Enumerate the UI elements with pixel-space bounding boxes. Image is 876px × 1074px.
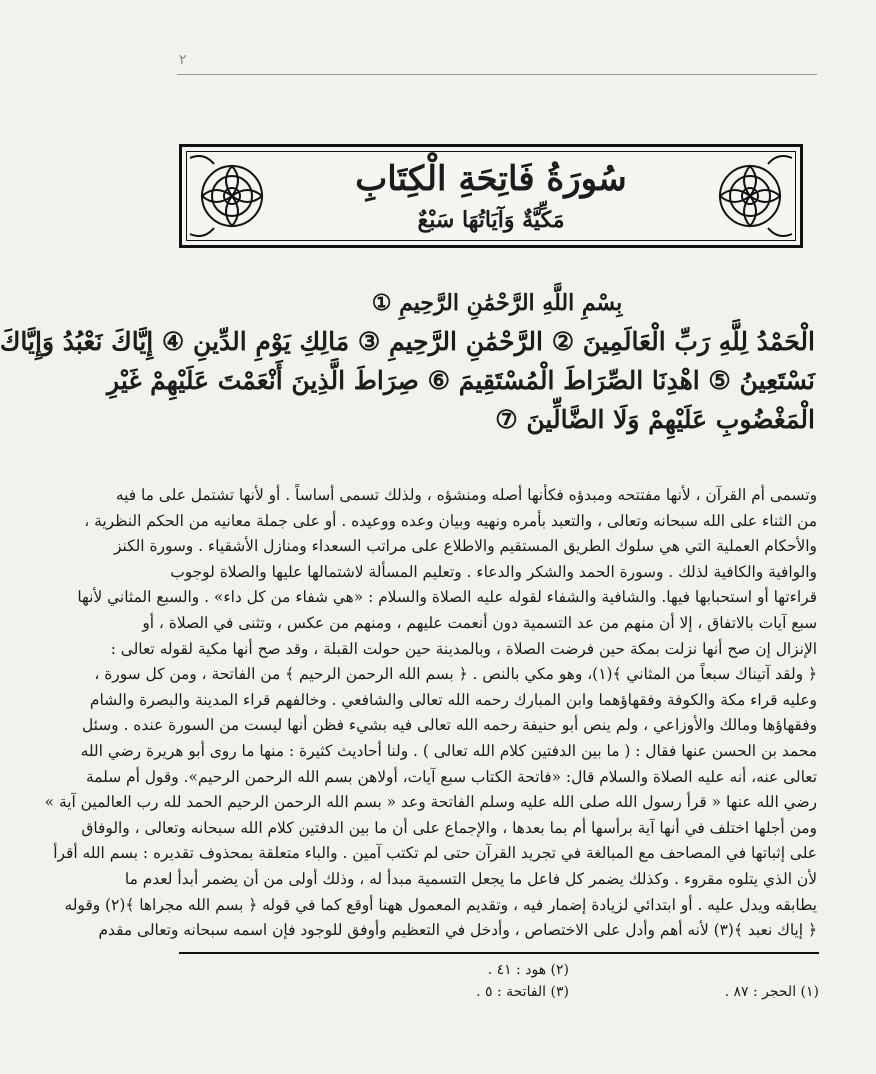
- surah-title: سُورَةُ فَاتِحَةِ الْكِتَابِ: [355, 159, 627, 199]
- verse-line-1: الْحَمْدُ لِلَّهِ رَبِّ الْعَالَمِينَ ② الرَّحْمَٰنِ الرَّحِيمِ ③ مَالِكِ يَوْمِ الدِّينِ ④ إِيَّاكَ نَعْبُدُ وَإِيَّاكَ: [0, 327, 815, 356]
- commentary-line: والوافية والكافية لذلك . وسورة الحمد والشكر والدعاء . وتعليم المسألة لاشتمالها عليها والصلاة لوجوب: [170, 562, 817, 581]
- ornament-left-icon: [184, 148, 280, 244]
- commentary-line: وفقهاؤها ومالك والأوزاعي ، ولم ينص أبو حنيفة رحمه الله تعالى فيه بشيء فظن أنها ليست من السورة عنده . وسئل: [81, 716, 817, 735]
- commentary-line: محمد بن الحسن عنها فقال : ( ما بين الدفتين كلام الله تعالى ) . ولنا أحاديث كثيرة : منها ما روى أبو هريرة رضي الله: [80, 741, 817, 760]
- commentary-line: ﴿ إياك نعبد ﴾(٣) لأنه أهم وأدل على الاختصاص ، وأدخل في التعظيم وأوفق للوجود فإن اسمه سبحانه وتعالى مقدم: [98, 921, 817, 940]
- commentary-line: وتسمى أم القرآن ، لأنها مفتتحه ومبدؤه فكأنها أصله ومنشؤه ، ولذلك تسمى أساساً . أو لأنها تشتمل على ما فيه: [115, 486, 817, 504]
- commentary-line: قراءتها أو استحبابها فيها. والشافية والشفاء لقوله عليه الصلاة والسلام : «هي شفاء من كل داء» . والسبع المثاني لأنها: [77, 588, 817, 607]
- surah-title-frame: [179, 144, 803, 248]
- commentary-line: ومن أجلها اختلف في أنها آية برأسها أم بما بعدها ، والإجماع على أن ما بين الدفتين كلام الله سبحانه وتعالى ، والوفاق: [81, 818, 817, 837]
- commentary-line: يطابقه ويدل عليه . أو ابتدائي لزيادة إضمار فيه ، وتقديم المعمول ههنا أوقع كما في قوله ﴿ بسم الله مجراها ﴾(٢) وقوله: [64, 895, 817, 914]
- commentary-line: لأن الذي يتلوه مقروء . وكذلك يضمر كل فاعل ما يجعل التسمية مبدأ له ، وذلك أولى من أن يضمر أبدأ لعدم ما: [124, 869, 817, 888]
- header-rule: [177, 74, 817, 75]
- page-number: ٢: [179, 52, 187, 68]
- commentary-line: والأحكام العملية التي هي سلوك الطريق المستقيم والاطلاع على مراتب السعداء ومنازل الأشقياء . وسورة الكنز: [113, 537, 817, 556]
- commentary-line: رضي الله عنها « قرأ رسول الله صلى الله عليه وسلم الفاتحة وعد « بسم الله الرحمن الرحيم الحمد لله رب العالمين آية »: [44, 793, 817, 812]
- basmala-verse: بِسْمِ اللَّهِ الرَّحْمَٰنِ الرَّحِيمِ ①: [371, 290, 623, 316]
- verse-line-2: نَسْتَعِينُ ⑤ اهْدِنَا الصِّرَاطَ الْمُسْتَقِيمَ ⑥ صِرَاطَ الَّذِينَ أَنْعَمْتَ عَلَيْهِمْ غَيْرِ: [107, 366, 815, 395]
- footnote-rule: [179, 952, 819, 954]
- commentary-line: على إثباتها في المصاحف مع المبالغة في تجريد القرآن حتى لم تكتب آمين . والباء متعلقة بمحذوف تقديره : بسم الله أقرأ: [53, 844, 817, 863]
- footnote-3: (٣) الفاتحة : ٥ .: [476, 984, 569, 1000]
- commentary-line: ﴿ ولقد آتيناك سبعاً من المثاني ﴾(١)، وهو مكي بالنص . ﴿ بسم الله الرحمن الرحيم ﴾ من الفاتحة ، ومن كل سورة ،: [94, 665, 817, 684]
- commentary-line: تعالى عنه، أنه عليه الصلاة والسلام قال: «فاتحة الكتاب سبع آيات، أولاهن بسم الله الرحمن الرحيم». وقول أم سلمة: [86, 767, 817, 786]
- commentary-line: من الثناء على الله سبحانه وتعالى ، والتعبد بأمره ونهيه وبيان وعده ووعيده . أو على جملة معانيه من الحكم النظرية ،: [84, 511, 817, 530]
- verse-line-3: الْمَغْضُوبِ عَلَيْهِمْ وَلَا الضَّالِّينَ ⑦: [495, 405, 815, 434]
- footnote-2: (٢) هود : ٤١ .: [487, 962, 569, 978]
- footnote-1: (١) الحجر : ٨٧ .: [724, 984, 819, 1000]
- commentary-line: الإنزال إن صح أنها نزلت بمكة حين فرضت الصلاة ، وبالمدينة حين حولت القبلة ، وقد صح أنها مكية لقوله تعالى :: [110, 639, 817, 658]
- commentary-line: سبع آيات بالاتفاق ، إلا أن منهم من عد التسمية دون أنعمت عليهم ، ومنهم من عكس ، وتثنى في الصلاة ، أو: [142, 613, 817, 632]
- commentary-body: [44, 483, 817, 944]
- surah-subtitle: مَكِّيَّةٌ وَآيَاتُهَا سَبْعٌ: [417, 207, 565, 233]
- commentary-line: وعليه قراء مكة والكوفة وفقهاؤهما وابن المبارك رحمه الله تعالى والشافعي . وخالفهم قراء المدينة والبصرة والشام: [89, 690, 817, 709]
- ornament-right-icon: [702, 148, 798, 244]
